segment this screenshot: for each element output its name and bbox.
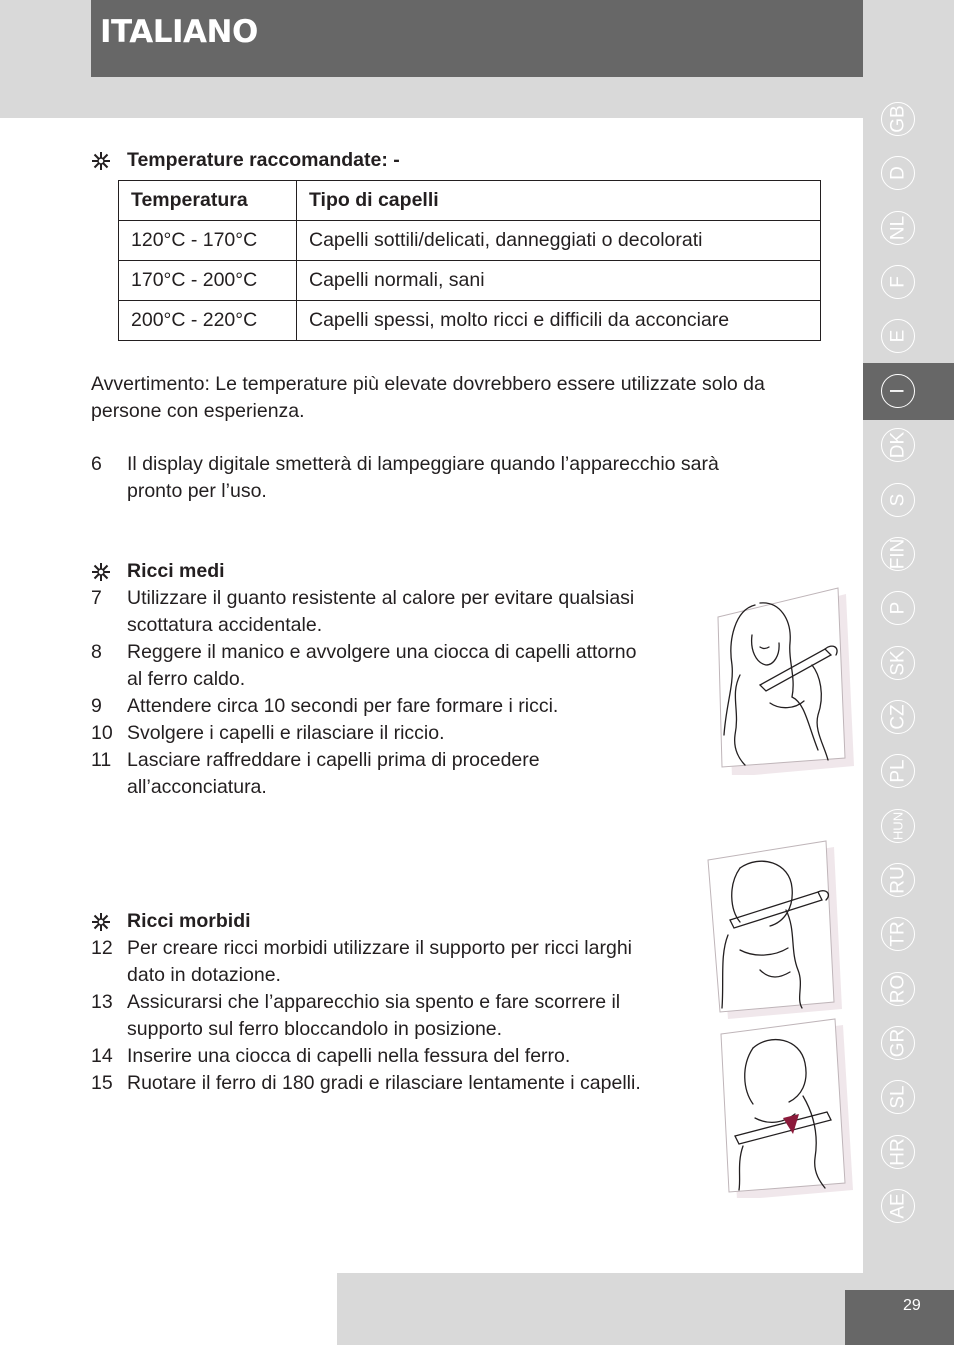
step-number: 8 [91,641,102,663]
language-tab-e[interactable]: E [881,319,915,353]
language-tab-ru[interactable]: RU [881,863,915,897]
step-text: Utilizzare il guanto resistente al calore per evitare qualsiasi [127,587,635,609]
table-cell: 120°C - 170°C [119,221,297,261]
table-row [119,261,821,301]
warning-line-2: persone con esperienza. [91,400,305,422]
language-tab-d[interactable]: D [881,156,915,190]
language-tab-hun[interactable]: HUN [881,809,915,843]
table-cell: Capelli spessi, molto ricci e difficili da acconciare [297,301,821,341]
illustration-soft-curls-2 [715,1018,860,1198]
language-tab-cz[interactable]: CZ [881,700,915,734]
table-row [119,221,821,261]
page-number-box [845,1290,954,1345]
page-number: 29 [903,1297,921,1314]
step-number: 13 [91,991,113,1013]
step-text: Lasciare raffreddare i capelli prima di procedere [127,749,540,771]
header-bar [91,0,863,77]
step-text: Il display digitale smetterà di lampeggiare quando l’apparecchio sarà [127,453,719,475]
table-header-row [119,181,821,221]
temperature-table [118,180,821,341]
table-header-cell: Tipo di capelli [297,181,821,221]
language-tab-fin[interactable]: FIN [881,537,915,571]
step-number: 6 [91,453,102,475]
language-tab-gr[interactable]: GR [881,1026,915,1060]
step-number: 11 [91,749,112,771]
step-number: 7 [91,587,102,609]
table-cell: Capelli sottili/delicati, danneggiati o decolorati [297,221,821,261]
sparkle-bullet-icon [91,912,111,932]
sparkle-bullet-icon [91,151,111,171]
step-text: Assicurarsi che l’apparecchio sia spento e fare scorrere il [127,991,621,1013]
step-text: pronto per l’uso. [127,480,267,502]
language-tab-f[interactable]: F [881,265,915,299]
step-text: dato in dotazione. [127,964,281,986]
table-header-cell: Temperatura [119,181,297,221]
page-title: ITALIANO [100,14,258,50]
language-tab-sk[interactable]: SK [881,646,915,680]
language-tab-nl[interactable]: NL [881,211,915,245]
illustration-medium-curls [700,585,855,775]
step-text: Attendere circa 10 secondi per fare formare i ricci. [127,695,559,717]
language-tab-dk[interactable]: DK [881,428,915,462]
language-tab-ro[interactable]: RO [881,972,915,1006]
table-cell: 170°C - 200°C [119,261,297,301]
step-text: Inserire una ciocca di capelli nella fessura del ferro. [127,1045,571,1067]
step-text: scottatura accidentale. [127,614,323,636]
step-number: 15 [91,1072,113,1094]
step-text: Per creare ricci morbidi utilizzare il supporto per ricci larghi [127,937,633,959]
step-text: al ferro caldo. [127,668,246,690]
language-tab-pl[interactable]: PL [881,754,915,788]
language-tab-i[interactable]: I [881,374,915,408]
language-tab-hr[interactable]: HR [881,1135,915,1169]
warning-line-1: Avvertimento: Le temperature più elevate dovrebbero essere utilizzate solo da [91,373,765,395]
step-number: 10 [91,722,113,744]
illustration-soft-curls-1 [700,840,845,1020]
language-tab-tr[interactable]: TR [881,917,915,951]
step-number: 14 [91,1045,113,1067]
table-cell: Capelli normali, sani [297,261,821,301]
step-text: all’acconciatura. [127,776,267,798]
step-text: Reggere il manico e avvolgere una ciocca di capelli attorno [127,641,637,663]
step-number: 9 [91,695,102,717]
step-text: Ruotare il ferro di 180 gradi e rilasciare lentamente i capelli. [127,1072,641,1094]
step-text: Svolgere i capelli e rilasciare il riccio. [127,722,445,744]
language-tab-sl[interactable]: SL [881,1080,915,1114]
table-cell: 200°C - 220°C [119,301,297,341]
language-tab-gb[interactable]: GB [881,102,915,136]
language-tab-ae[interactable]: AE [881,1189,915,1223]
language-tab-s[interactable]: S [881,483,915,517]
sparkle-bullet-icon [91,562,111,582]
page-footer-area [0,1273,337,1345]
language-tabs [863,80,954,1240]
language-tab-p[interactable]: P [881,591,915,625]
table-row [119,301,821,341]
step-text: supporto sul ferro bloccandolo in posizione. [127,1018,503,1040]
step-number: 12 [91,937,113,959]
